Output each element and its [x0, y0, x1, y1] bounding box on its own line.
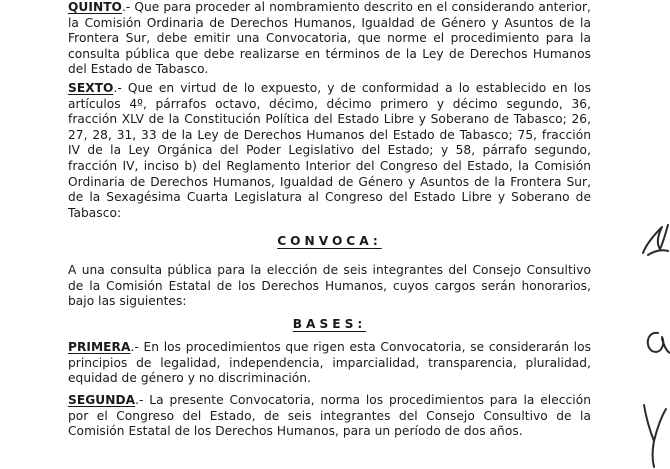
heading-bases: BASES: [292, 317, 367, 331]
handwritten-initials-drawing [610, 205, 670, 469]
initial-stroke-1 [643, 225, 668, 253]
margin-handwritten-initials [610, 205, 670, 469]
text-primera: .- En los procedimientos que rigen esta Convocatoria, se considerarán los principios de legalidad, independencia, imparcialidad, transparencia, pluralidad, equidad de género y no discriminación. [68, 340, 591, 386]
text-quinto: .- Que para proceder al nombramiento descrito en el considerando anterior, la Comisión Ordinaria de Derechos Humanos, Igualdad de Género y Asuntos de la Frontera Sur, debe emitir una Convocatoria, que norme el procedimiento para la consulta pública que debe realizarse en términos de la Ley de Derechos Humanos del Estado de Tabasco. [68, 0, 591, 77]
initial-stroke-6 [653, 441, 655, 467]
paragraph-primera [68, 340, 591, 387]
paragraph-quinto [68, 0, 591, 78]
initial-stroke-2 [648, 250, 668, 255]
lead-primera: PRIMERA [68, 340, 131, 354]
text-sexto: .- Que en virtud de lo expuesto, y de conformidad a lo establecido en los artículos 4º, párrafos octavo, décimo, décimo primero y décimo segundo, 36, fracción XLV de la Constitución Política del Estado Libre y Soberano de Tabasco; 26, 27, 28, 31, 33 de la Ley de Derechos Humanos del Estado de Tabasco; 75, fracción IV de la Ley Orgánica del Poder Legislativo del Estado; y 58, párrafo segundo, fracción IV, inciso b) del Reglamento Interior del Congreso del Estado, la Comisión Ordinaria de Derechos Humanos, Igualdad de Género y Asuntos de la Frontera Sur, de la Sexagésima Cuarta Legislatura al Congreso del Estado Libre y Soberano de Tabasco: [68, 81, 591, 220]
lead-segunda: SEGUNDA [68, 393, 136, 407]
paragraph-convoca: A una consulta pública para la elección de seis integrantes del Consejo Consultivo de la Comisión Estatal de los Derechos Humanos, cuyos cargos serán honorarios, bajo las siguientes: [68, 263, 591, 309]
paragraph-segunda [68, 393, 591, 440]
initial-stroke-5 [644, 405, 666, 441]
initial-stroke-3 [648, 333, 664, 352]
text-segunda: .- La presente Convocatoria, norma los procedimientos para la elección por el Congreso del Estado, de seis integrantes del Consejo Consultivo de la Comisión Estatal de los Derechos Humanos, para un período de dos años. [68, 393, 591, 439]
heading-convoca: CONVOCA: [277, 234, 382, 248]
paragraph-sexto [68, 81, 591, 221]
lead-quinto: QUINTO [68, 0, 122, 14]
lead-sexto: SEXTO [68, 81, 114, 95]
